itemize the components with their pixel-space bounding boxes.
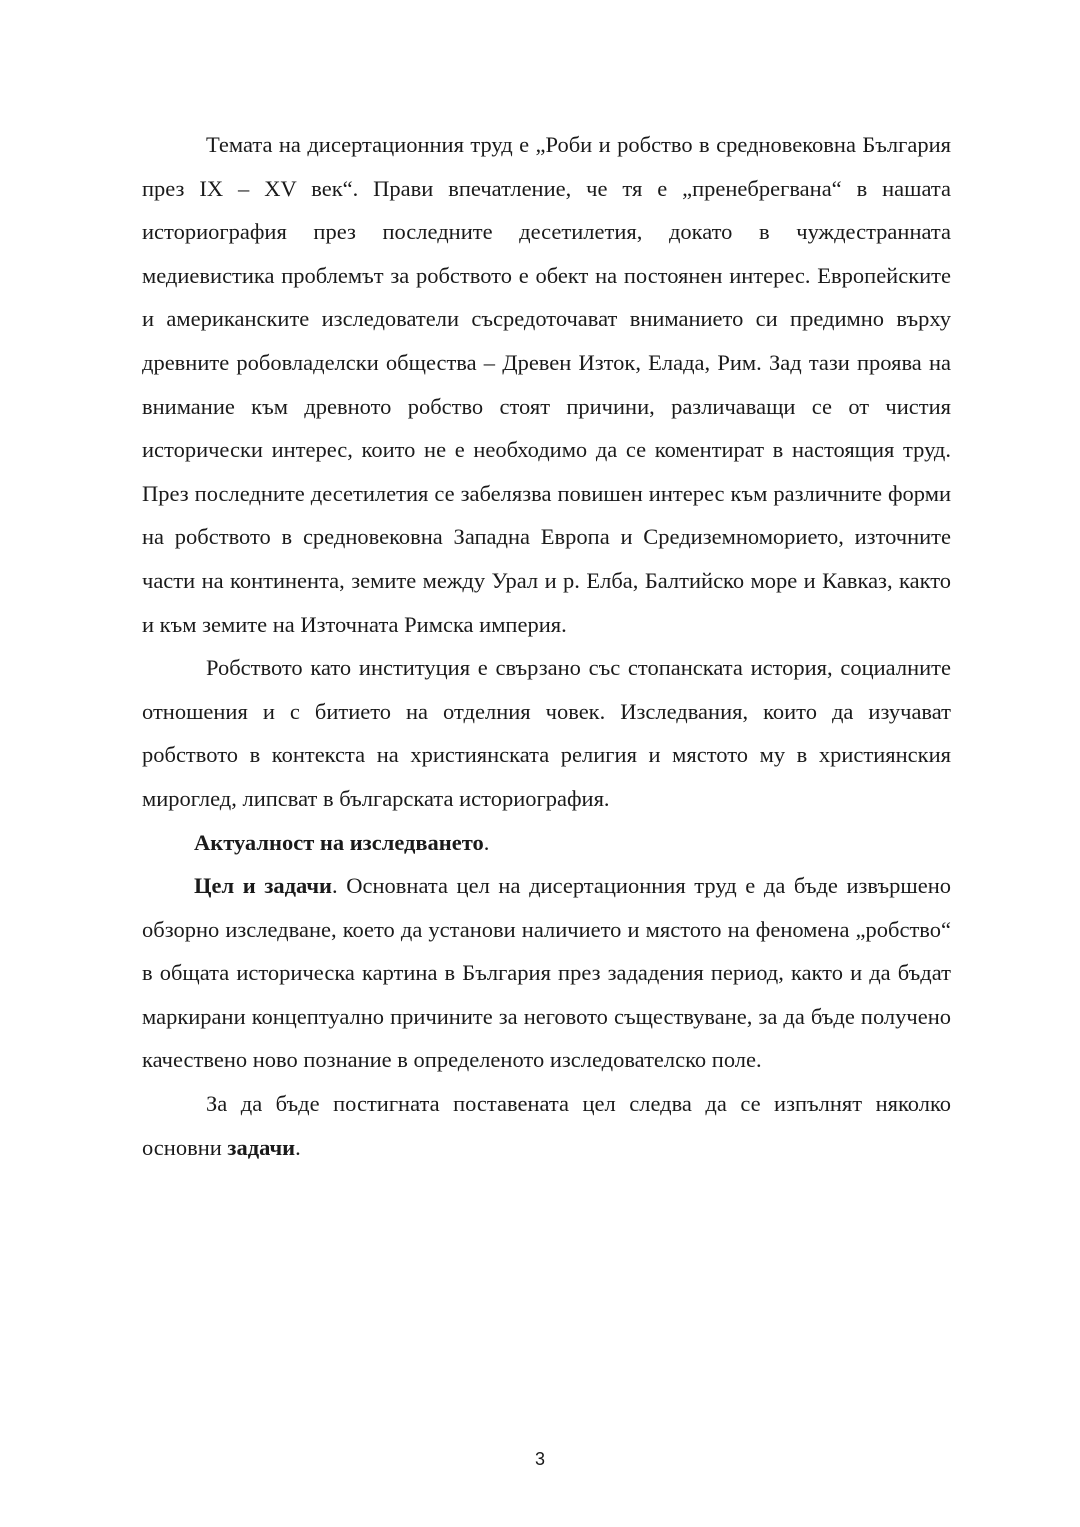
paragraph-tasks-text: За да бъде постигната поставената цел следва да се изпълнят няколко основни: [142, 1091, 951, 1160]
heading-goal: Цел и задачи: [194, 873, 332, 899]
tasks-keyword: задачи: [227, 1134, 296, 1160]
paragraph-goal-text: . Основната цел на дисертационния труд е да бъде извършено обзорно изследване, което да установи наличието и мястото на феномена „робство“ в общата историческа картина в България през зададения период, както и да бъдат маркирани концептуално причините за неговото съществуване, за да бъде получено качествено ново познание в определеното изследователско поле.: [142, 873, 951, 1073]
paragraph-relevance: [142, 821, 951, 865]
paragraph-slavery-institution: [142, 646, 951, 820]
page-number: 3: [534, 1449, 545, 1469]
heading-relevance: Актуалност на изследването: [194, 829, 484, 855]
paragraph-goal: [142, 864, 951, 1082]
paragraph-slavery-institution-text: Робството като институция е свързано със стопанската история, социалните отношения и с битието на отделния човек. Изследвания, които да изучават робството в контекста на християнската религия и мястото му в християнския мироглед, липсват в българската историография.: [142, 655, 951, 811]
document-body: [142, 123, 951, 1169]
paragraph-topic-text: Темата на дисертационния труд е „Роби и робство в средновековна България през IX – XV век“. Прави впечатление, че тя е „пренебрегвана“ в нашата историография през последните десетилетия, докато в чуждестранната медиевистика проблемът за робството е обект на постоянен интерес. Европейските и американските изследователи съсредоточават вниманието си предимно върху древните робовладелски общества – Древен Изток, Елада, Рим. Зад тази проява на внимание към древното робство стоят причини, различаващи се от чистия исторически интерес, които не е необходимо да се коментират в настоящия труд. През последните десетилетия се забелязва повишен интерес към различните форми на робството в средновековна Западна Европа и Средиземноморието, източните части на континента, земите между Урал и р. Елба, Балтийско море и Кавказ, както и към земите на Източната Римска империя.: [142, 132, 951, 637]
paragraph-tasks: [142, 1082, 951, 1169]
paragraph-topic: [142, 123, 951, 646]
paragraph-relevance-text: .: [483, 829, 490, 855]
paragraph-tasks-trailing: .: [295, 1134, 301, 1160]
